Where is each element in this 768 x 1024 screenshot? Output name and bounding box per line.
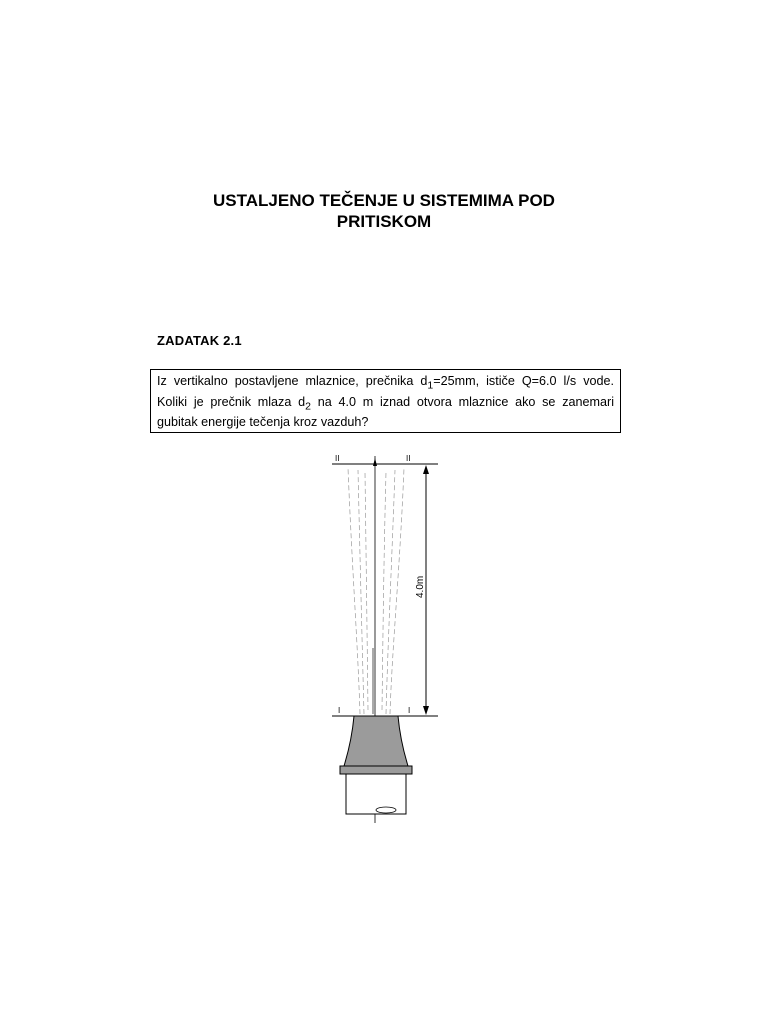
jet-stream (348, 468, 404, 714)
page-title (0, 190, 768, 232)
subscript-2: 2 (305, 400, 311, 413)
section-label-bottom-right: I (408, 706, 411, 715)
dimension-label: 4.0m (415, 575, 426, 598)
subscript-1: 1 (427, 379, 434, 392)
section-label-bottom-left: I (338, 706, 341, 715)
centerline-arrow (373, 458, 377, 466)
problem-box (150, 369, 621, 433)
problem-text-part-2: =25mm, ističe Q=6.0 l/s vode. Koliki je prečnik mlaza d (157, 374, 615, 409)
supply-pipe (346, 774, 406, 814)
dimension-arrow-bottom (423, 706, 429, 715)
nozzle-flange (340, 766, 412, 774)
nozzle-jet-diagram (320, 448, 450, 828)
section-heading: ZADATAK 2.1 (157, 333, 242, 348)
problem-text-part-1: Iz vertikalno postavljene mlaznice, prečnika d (157, 374, 428, 388)
section-label-top-right: II (406, 454, 411, 463)
title-line-2: PRITISKOM (336, 212, 432, 231)
problem-text-part-3: na 4.0 m iznad otvora mlaznice ako se zanemari gubitak energije tečenja kroz vazduh? (157, 394, 614, 430)
dimension-arrow-top (423, 465, 429, 474)
title-line-1: USTALJENO TEČENJE U SISTEMIMA POD (213, 191, 555, 210)
problem-text (157, 373, 614, 430)
nozzle-body (344, 716, 408, 766)
section-label-top-left: II (335, 454, 340, 463)
